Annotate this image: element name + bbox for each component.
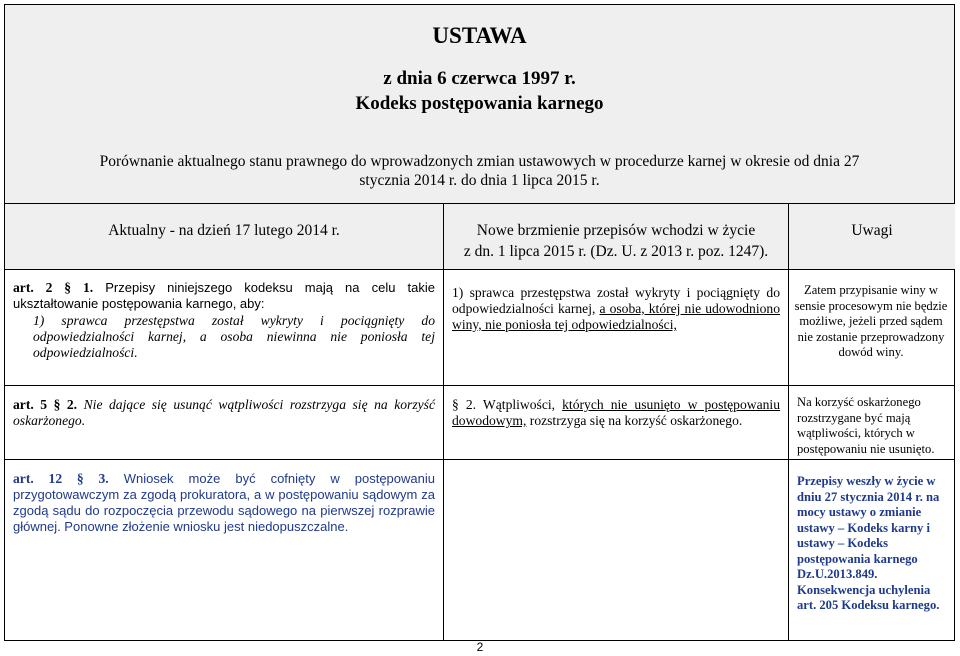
- row-divider: [5, 269, 954, 270]
- row2-current-text: [13, 397, 435, 429]
- row2-new-part2: których nie usunięto w postępowaniu dowodowym,: [452, 397, 781, 428]
- column-header-current-label: Aktualny - na dzień 17 lutego 2014 r.: [108, 222, 340, 239]
- document-header: [5, 5, 954, 204]
- row-divider: [5, 459, 954, 460]
- column-header-new-line2: z dn. 1 lipca 2015 r. (Dz. U. z 2013 r. poz. 1247).: [463, 243, 769, 260]
- row2-art-ref: art. 5 § 2.: [13, 397, 78, 412]
- row1-note: Zatem przypisanie winy w sensie procesowym nie będzie możliwe, jeżeli przed sądem nie zostanie przeprowadzony dowód winy.: [794, 283, 948, 359]
- row1-new-part2: a osoba, której nie udowodniono winy, nie poniosła tej odpowiedzialności,: [452, 301, 780, 332]
- row1-new-text: [452, 285, 780, 333]
- column-header-current: [5, 204, 443, 269]
- row2-new-part1: § 2. Wątpliwości,: [452, 397, 563, 412]
- act-date: z dnia 6 czerwca 1997 r.: [383, 68, 576, 89]
- page-number: 2: [476, 640, 484, 654]
- comparison-description: Porównanie aktualnego stanu prawnego do wprowadzonych zmian ustawowych w procedurze karnej w okresie od dnia 27 stycznia 2014 r. do dnia 1 lipca 2015 r.: [99, 153, 860, 189]
- row3-current-text: [13, 471, 435, 535]
- row3-text: Wniosek może być cofnięty w postępowaniu przygotowawczym za zgodą prokuratora, a w postępowaniu sądowym za zgodą sądu do rozpoczęcia przewodu sądowego na pierwszej rozprawie głównej. Ponowne złożenie wniosku jest niedopuszczalne.: [13, 471, 435, 534]
- column-header-notes: [789, 204, 955, 269]
- row1-lead: Przepisy niniejszego kodeksu mają na celu takie ukształtowanie postępowania karnego, aby:: [13, 280, 435, 311]
- row2-text: Nie dające się usunąć wątpliwości rozstrzyga się na korzyść oskarżonego.: [13, 397, 435, 428]
- row1-current-text: [13, 280, 435, 361]
- column-header-new: [444, 204, 788, 269]
- column-header-new-line1: Nowe brzmienie przepisów wchodzi w życie: [476, 222, 756, 239]
- row2-note: Na korzyść oskarżonego rozstrzygane być mają wątpliwości, których w postępowaniu nie usunięto.: [797, 395, 935, 456]
- row3-note: Przepisy weszły w życie w dniu 27 stycznia 2014 r. na mocy ustawy o zmianie ustawy – Kodeks karny i ustawy – Kodeks postępowania karnego Dz.U.2013.849. Konsekwencja uchylenia art. 205 Kodeksu karnego.: [797, 474, 940, 612]
- row-divider: [5, 385, 954, 386]
- row1-art-ref: art. 2 § 1.: [13, 280, 94, 295]
- document-table: [4, 4, 955, 641]
- row1-new-part1: 1) sprawca przestępstwa został wykryty i pociągnięty do odpowiedzialności karnej,: [452, 285, 780, 316]
- row1-point: 1) sprawca przestępstwa został wykryty i pociągnięty do odpowiedzialności karnej, a osoba niewinna nie poniosła tej odpowiedzialności.: [33, 313, 435, 360]
- act-title: USTAWA: [432, 23, 527, 48]
- row2-new-part3: rozstrzyga się na korzyść oskarżonego.: [526, 413, 743, 428]
- row3-art-ref: art. 12 § 3.: [13, 471, 109, 486]
- row2-new-text: [452, 397, 780, 429]
- act-code-name: Kodeks postępowania karnego: [355, 93, 604, 114]
- column-header-notes-label: Uwagi: [851, 222, 893, 239]
